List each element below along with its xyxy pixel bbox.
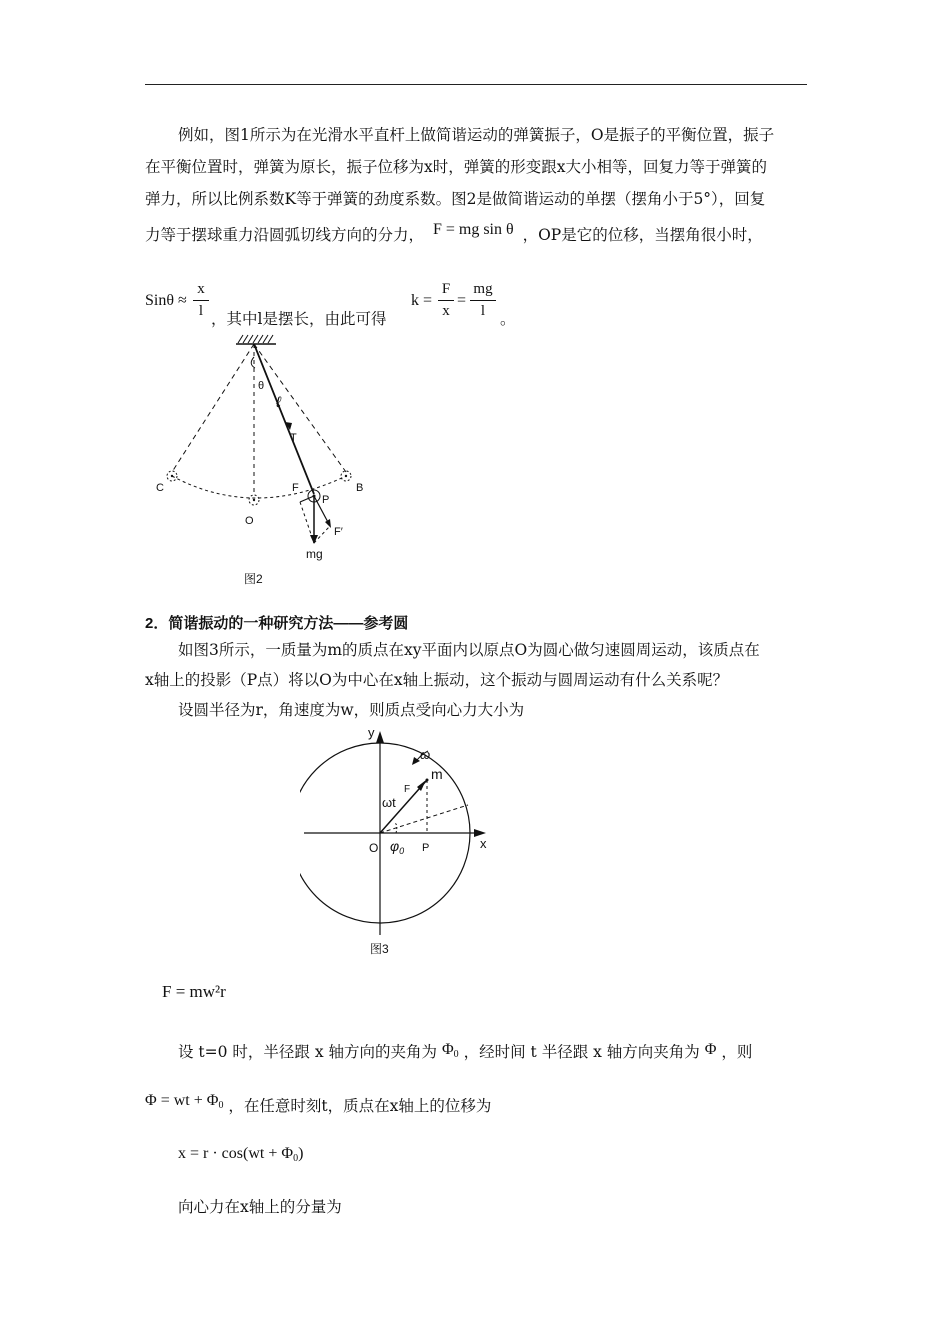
omega-label: ω <box>420 747 431 762</box>
figure-caption: 图2 <box>244 572 263 586</box>
point-p-label: P <box>422 842 430 854</box>
phi0-label: $\varphi_0$ <box>390 838 405 856</box>
text: 设 t=0 时，半径跟 x 轴方向的夹角为 <box>178 1043 438 1061</box>
reference-circle-figure <box>300 725 500 965</box>
paragraph-line: 弹力，所以比例系数K等于弹簧的劲度系数。图2是做简谐运动的单摆（摆角小于5°），回复 <box>145 190 766 208</box>
figure-caption: 图3 <box>370 942 389 956</box>
pendulum-figure <box>140 330 380 590</box>
displacement-formula: $x = r \cdot \cos(wt + \Phi_0)$ <box>178 1145 304 1164</box>
angle-wt-label: ωt <box>382 795 396 810</box>
phi0-symbol: $\Phi_0$ <box>441 1041 459 1060</box>
paragraph-line <box>178 1042 752 1068</box>
text: ，其中l是摆长，由此可得 <box>211 310 387 328</box>
numerator: F <box>441 281 451 297</box>
centripetal-formula: F = mw²r <box>162 982 226 1001</box>
point-o-label: O <box>245 515 254 527</box>
paragraph-line: 向心力在x轴上的分量为 <box>178 1198 342 1216</box>
phase-formula: Φ = wt + $\Phi_0$ <box>145 1092 224 1111</box>
sin-approx: Sinθ ≈ <box>145 292 187 309</box>
text: ，在任意时刻t，质点在x轴上的位移为 <box>228 1097 492 1115</box>
force-label: F <box>404 784 411 795</box>
text: 。 <box>500 310 516 328</box>
paragraph-line <box>145 1092 492 1122</box>
denominator: x <box>442 303 450 319</box>
theta-label: θ <box>258 380 265 392</box>
force-formula: F = mg sin θ <box>432 221 514 238</box>
x-axis-label: x <box>480 836 487 851</box>
header-rule <box>145 84 807 85</box>
denominator: l <box>198 303 204 319</box>
y-axis-label: y <box>368 725 375 740</box>
force-fprime-label: F′ <box>334 526 343 538</box>
text: ，经时间 t 半径跟 x 轴方向夹角为 <box>463 1043 700 1061</box>
section-heading: 2．简谐振动的一种研究方法——参考圆 <box>145 615 409 632</box>
paragraph-line: 例如，图1所示为在光滑水平直杆上做简谐运动的弹簧振子，O是振子的平衡位置，振子 <box>178 126 775 144</box>
fraction-F-over-x <box>438 281 454 320</box>
k-formula: k = <box>411 292 433 309</box>
paragraph-line: 如图3所示，一质量为m的质点在xy平面内以原点O为圆心做匀速圆周运动，该质点在 <box>178 641 760 659</box>
equals-sign: = <box>457 292 467 309</box>
fraction-mg-over-l <box>470 281 496 320</box>
point-p-label: P <box>322 494 330 506</box>
phi-symbol: Φ <box>704 1041 717 1058</box>
point-c-label: C <box>156 482 164 494</box>
weight-label: mg <box>306 547 323 561</box>
origin-label: O <box>369 841 379 855</box>
text: ，OP是它的位移，当摆角很小时， <box>522 226 763 244</box>
numerator: mg <box>473 281 493 297</box>
paragraph-line: 设圆半径为r，角速度为w，则质点受向心力大小为 <box>178 701 525 719</box>
text: ，则 <box>721 1043 753 1061</box>
numerator: x <box>197 281 205 297</box>
tension-label: T <box>290 432 297 444</box>
text: 力等于摆球重力沿圆弧切线方向的分力， <box>145 226 425 244</box>
paragraph-line: 在平衡位置时，弹簧为原长，振子位移为x时，弹簧的形变跟x大小相等，回复力等于弹簧的 <box>145 158 767 176</box>
length-label: ℓ <box>276 394 281 411</box>
fraction-x-over-l <box>193 281 209 320</box>
point-b-label: B <box>356 482 364 494</box>
paragraph-line: x轴上的投影（P点）将以O为中心在x轴上振动，这个振动与圆周运动有什么关系呢？ <box>145 671 729 689</box>
paragraph-line <box>145 221 763 246</box>
force-f-label: F <box>292 482 299 494</box>
mass-label: m <box>431 766 443 782</box>
denominator: l <box>480 303 486 319</box>
